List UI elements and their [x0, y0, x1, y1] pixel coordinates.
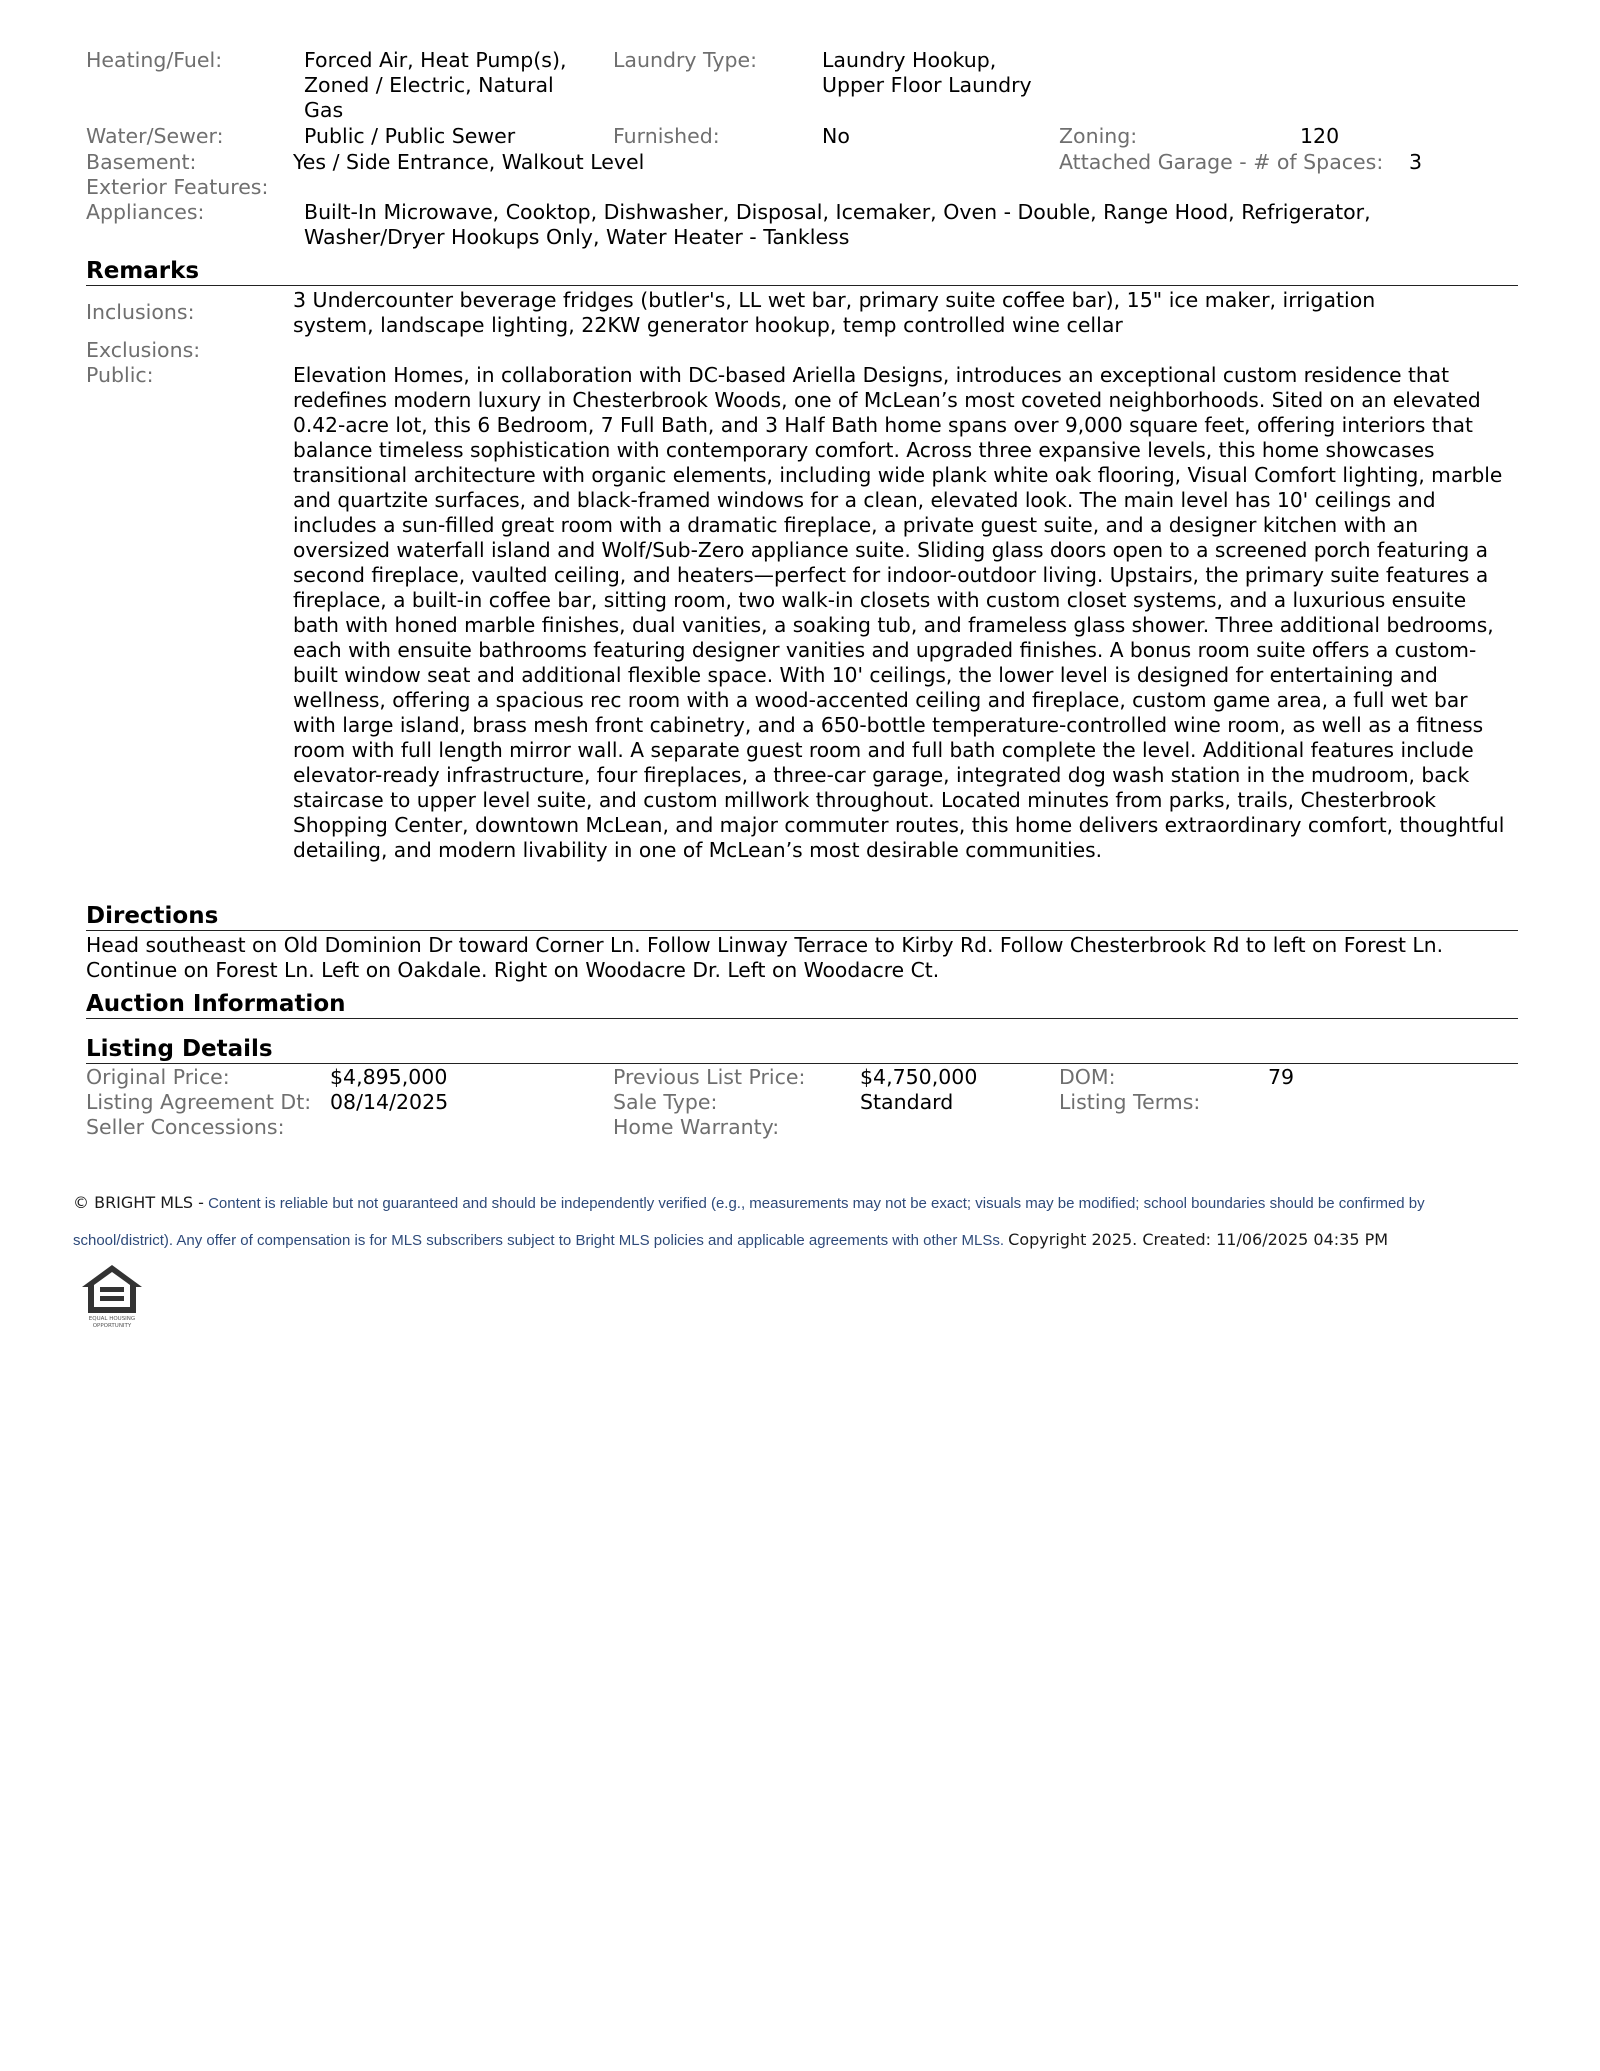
- laundry-line: Laundry Hookup,: [822, 48, 997, 72]
- appliances-value: [304, 200, 1371, 250]
- heating-line: Zoned / Electric, Natural: [304, 73, 554, 97]
- previous-price-value: $4,750,000: [860, 1065, 978, 1089]
- home-warranty-label: Home Warranty:: [613, 1115, 780, 1139]
- agreement-date-label: Listing Agreement Dt:: [86, 1090, 312, 1114]
- zoning-value: 120: [1300, 124, 1340, 148]
- inclusions-line: system, landscape lighting, 22KW generator hookup, temp controlled wine cellar: [293, 313, 1123, 337]
- heating-line: Gas: [304, 98, 344, 122]
- footer-line-2: [73, 1230, 1388, 1249]
- appliances-label: Appliances:: [86, 200, 205, 224]
- original-price-label: Original Price:: [86, 1065, 230, 1089]
- directions-divider: [86, 930, 1518, 931]
- remarks-divider: [86, 285, 1518, 286]
- heating-value: [304, 48, 567, 123]
- heating-line: Forced Air, Heat Pump(s),: [304, 48, 567, 72]
- public-remarks-label: Public:: [86, 363, 154, 387]
- public-remarks-text: Elevation Homes, in collaboration with DC-based Ariella Designs, introduces an exceptional custom residence that redefines modern luxury in Chesterbrook Woods, one of McLean’s most coveted neighborhoods. Sited on an elevated 0.42-acre lot, this 6 Bedroom, 7 Full Bath, and 3 Half Bath home spans over 9,000 square feet, offering interiors that balance timeless sophistication with contemporary comfort. Across three expansive levels, this home showcases transitional architecture with organic elements, including wide plank white oak flooring, Visual Comfort lighting, marble and quartzite surfaces, and black-framed windows for a clean, elevated look. The main level has 10' ceilings and includes a sun-filled great room with a dramatic fireplace, a private guest suite, and a designer kitchen with an oversized waterfall island and Wolf/Sub-Zero appliance suite. Sliding glass doors open to a screened porch featuring a second fireplace, vaulted ceiling, and heaters—perfect for indoor-outdoor living. Upstairs, the primary suite features a fireplace, a built-in coffee bar, sitting room, two walk-in closets with custom closet systems, and a luxurious ensuite bath with honed marble finishes, dual vanities, a soaking tub, and frameless glass shower. Three additional bedrooms, each with ensuite bathrooms featuring designer vanities and upgraded finishes. A bonus room suite offers a custom-built window seat and additional flexible space. With 10' ceilings, the lower level is designed for entertaining and wellness, offering a spacious rec room with a wood-accented ceiling and fireplace, custom game area, a full wet bar with large island, brass mesh front cabinetry, and a 650-bottle temperature-controlled wine room, as well as a fitness room with full length mirror wall. A separate guest room and full bath complete the level. Additional features include elevator-ready infrastructure, four fireplaces, a three-car garage, integrated dog wash station in the mudroom, back staircase to upper level suite, and custom millwork throughout. Located minutes from parks, trails, Chesterbrook Shopping Center, downtown McLean, and major commuter routes, this home delivers extraordinary comfort, thoughtful detailing, and modern livability in one of McLean’s most desirable communities.: [293, 363, 1505, 862]
- dom-value: 79: [1268, 1065, 1295, 1089]
- water-sewer-value: Public / Public Sewer: [304, 124, 516, 148]
- sale-type-value: Standard: [860, 1090, 954, 1114]
- appliances-line: Built-In Microwave, Cooktop, Dishwasher, Disposal, Icemaker, Oven - Double, Range Hood, Refrigerator,: [304, 200, 1371, 224]
- seller-concessions-label: Seller Concessions:: [86, 1115, 285, 1139]
- directions-text: Head southeast on Old Dominion Dr toward Corner Ln. Follow Linway Terrace to Kirby Rd. Follow Chesterbrook Rd to left on Forest Ln. Continue on Forest Ln. Left on Oakdale. Right on Woodacre Dr. Left on Woodacre Ct.: [86, 933, 1444, 982]
- auction-heading: Auction Information: [86, 991, 346, 1017]
- listing-details-divider: [86, 1063, 1518, 1064]
- footer-brand: © BRIGHT MLS -: [73, 1193, 204, 1212]
- exterior-features-label: Exterior Features:: [86, 175, 269, 199]
- listing-details-heading: Listing Details: [86, 1036, 273, 1062]
- laundry-value: [822, 48, 1032, 98]
- garage-label: Attached Garage - # of Spaces:: [1059, 150, 1384, 174]
- previous-price-label: Previous List Price:: [613, 1065, 806, 1089]
- appliances-line: Washer/Dryer Hookups Only, Water Heater - Tankless: [304, 225, 850, 249]
- furnished-value: No: [822, 124, 850, 148]
- exclusions-label: Exclusions:: [86, 338, 201, 362]
- furnished-label: Furnished:: [613, 124, 720, 148]
- water-sewer-label: Water/Sewer:: [86, 124, 224, 148]
- auction-divider: [86, 1018, 1518, 1019]
- inclusions-label: Inclusions:: [86, 300, 195, 324]
- basement-value: Yes / Side Entrance, Walkout Level: [293, 150, 645, 174]
- footer-disclaimer-2: school/district). Any offer of compensation is for MLS subscribers subject to Bright MLS policies and applicable agreements with other MLSs.: [73, 1232, 1004, 1249]
- footer-line-1: [73, 1193, 1425, 1212]
- logo-caption-2: OPPORTUNITY: [92, 1323, 132, 1329]
- original-price-value: $4,895,000: [330, 1065, 448, 1089]
- directions-heading: Directions: [86, 903, 219, 929]
- zoning-label: Zoning:: [1059, 124, 1138, 148]
- footer-copyright: Copyright 2025. Created: 11/06/2025 04:35 PM: [1008, 1230, 1389, 1249]
- garage-value: 3: [1409, 150, 1423, 174]
- inclusions-line: 3 Undercounter beverage fridges (butler's, LL wet bar, primary suite coffee bar), 15" ice maker, irrigation: [293, 288, 1376, 312]
- agreement-date-value: 08/14/2025: [330, 1090, 449, 1114]
- footer-disclaimer-1: Content is reliable but not guaranteed and should be independently verified (e.g., measurements may not be exact; visuals may be modified; school boundaries should be confirmed by: [208, 1195, 1425, 1212]
- basement-label: Basement:: [86, 150, 197, 174]
- sale-type-label: Sale Type:: [613, 1090, 718, 1114]
- inclusions-value: [293, 288, 1375, 338]
- remarks-heading: Remarks: [86, 258, 200, 284]
- laundry-label: Laundry Type:: [613, 48, 758, 72]
- laundry-line: Upper Floor Laundry: [822, 73, 1032, 97]
- dom-label: DOM:: [1059, 1065, 1116, 1089]
- logo-caption: EQUAL HOUSING: [88, 1316, 136, 1322]
- equal-housing-logo: [80, 1263, 144, 1329]
- equal-housing-icon: [80, 1263, 144, 1329]
- heating-label: Heating/Fuel:: [86, 48, 223, 72]
- listing-terms-label: Listing Terms:: [1059, 1090, 1201, 1114]
